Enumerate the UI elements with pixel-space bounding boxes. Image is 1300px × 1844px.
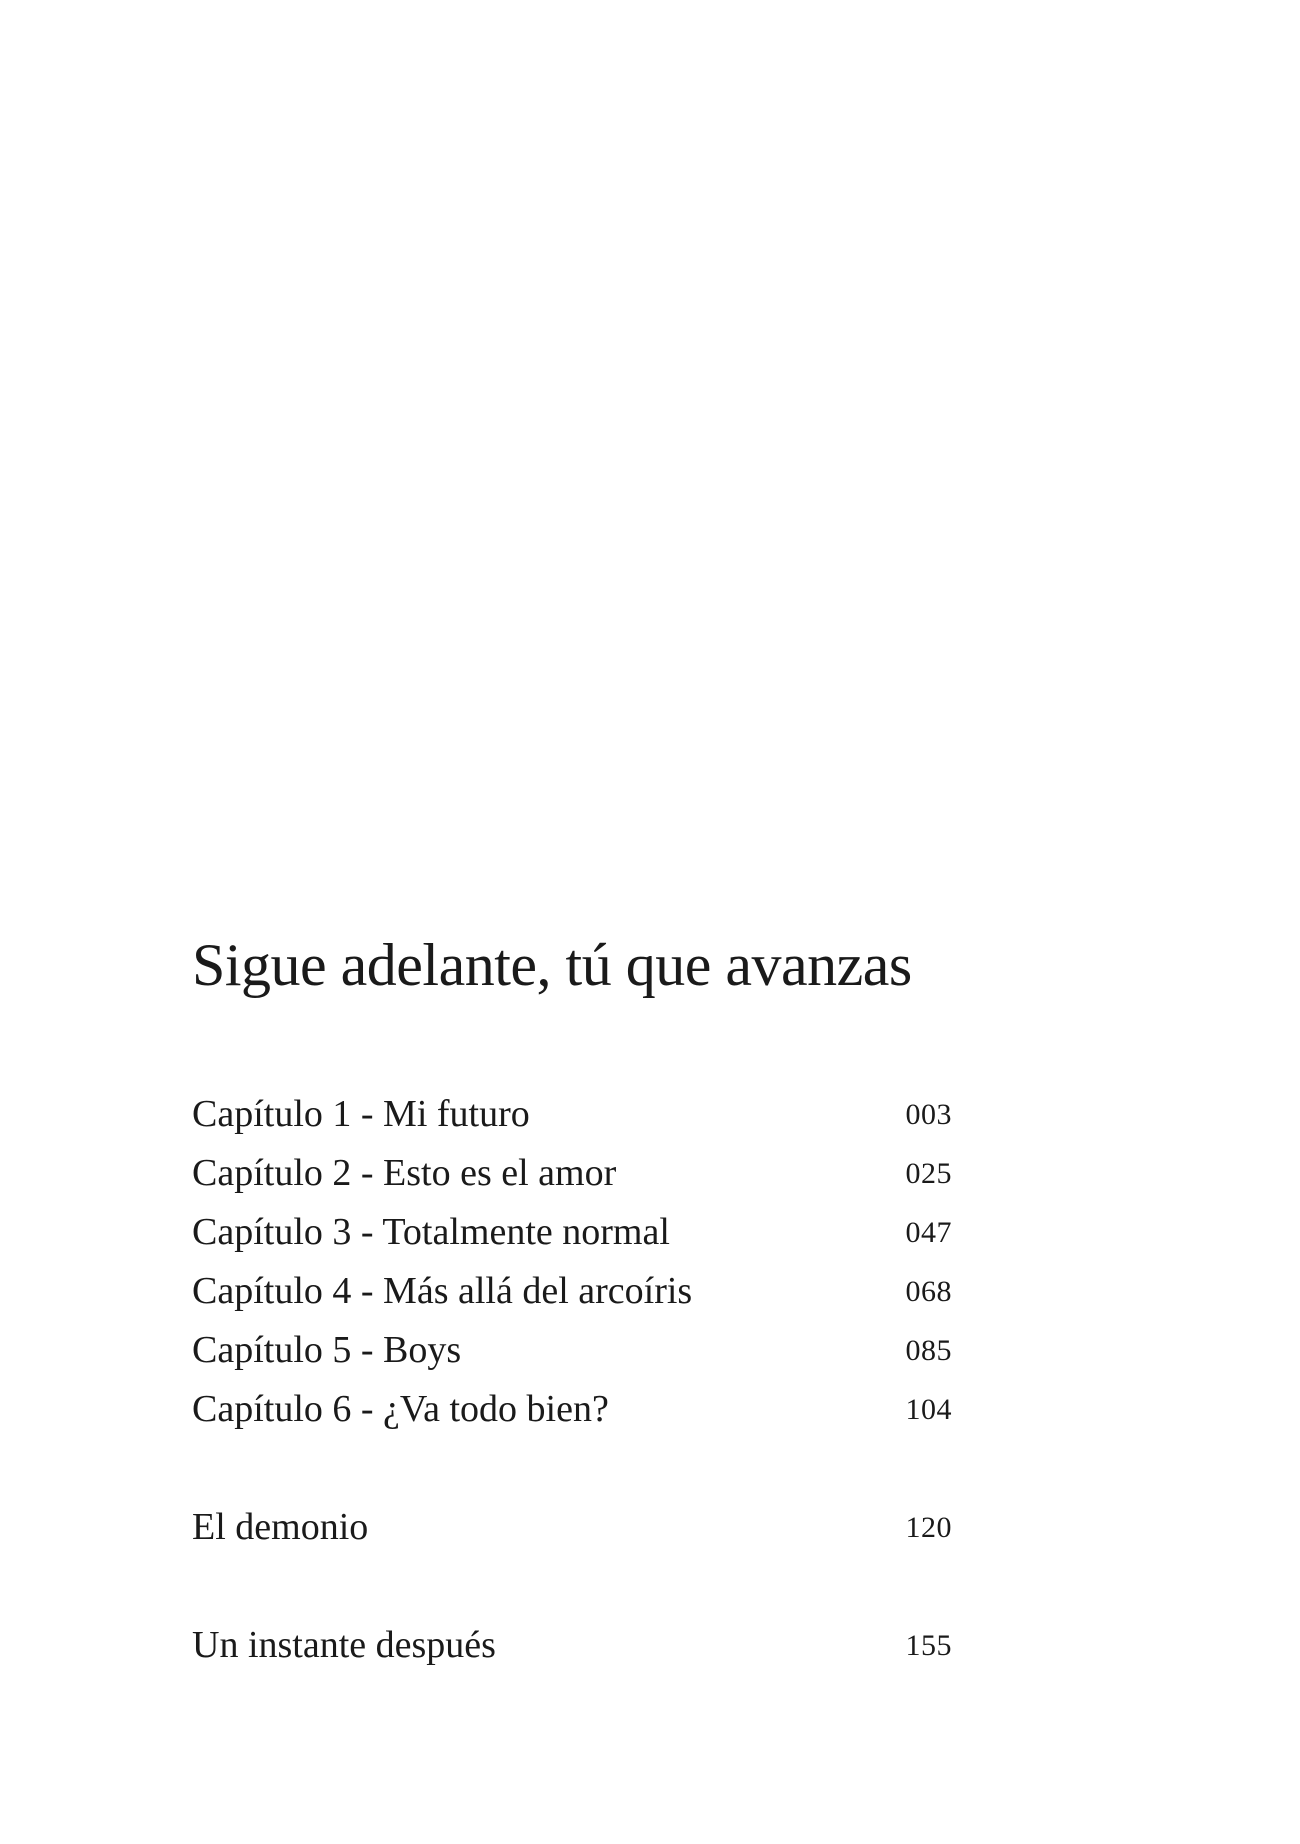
- toc-entry-chapter-4: [192, 1262, 952, 1321]
- toc-entry-label: El demonio: [192, 1506, 369, 1548]
- toc-entry-page-number: 025: [905, 1157, 952, 1190]
- toc-entry-label: Capítulo 3 - Totalmente normal: [192, 1211, 670, 1253]
- table-of-contents: [192, 1085, 952, 1675]
- toc-entry-label: Un instante después: [192, 1624, 496, 1666]
- toc-entry-page-number: 047: [905, 1216, 952, 1249]
- toc-entry-page-number: 068: [905, 1275, 952, 1308]
- toc-entry-label: Capítulo 6 - ¿Va todo bien?: [192, 1388, 609, 1430]
- toc-entry-chapter-5: [192, 1321, 952, 1380]
- toc-entry-page-number: 155: [905, 1629, 952, 1662]
- toc-entry-label: Capítulo 5 - Boys: [192, 1329, 462, 1371]
- toc-entry-un-instante-despues: [192, 1616, 952, 1675]
- toc-entry-label: Capítulo 4 - Más allá del arcoíris: [192, 1270, 693, 1312]
- toc-entry-label: Capítulo 1 - Mi futuro: [192, 1093, 530, 1135]
- toc-entry-page-number: 104: [905, 1393, 952, 1426]
- toc-entry-el-demonio: [192, 1498, 952, 1557]
- toc-title: Sigue adelante, tú que avanzas: [192, 932, 912, 998]
- toc-entry-page-number: 120: [905, 1511, 952, 1544]
- toc-entry-chapter-3: [192, 1203, 952, 1262]
- toc-entry-chapter-2: [192, 1144, 952, 1203]
- toc-entry-page-number: 085: [905, 1334, 952, 1367]
- toc-entry-chapter-6: [192, 1380, 952, 1439]
- toc-entry-chapter-1: [192, 1085, 952, 1144]
- toc-entry-page-number: 003: [905, 1098, 952, 1131]
- toc-entry-label: Capítulo 2 - Esto es el amor: [192, 1152, 617, 1194]
